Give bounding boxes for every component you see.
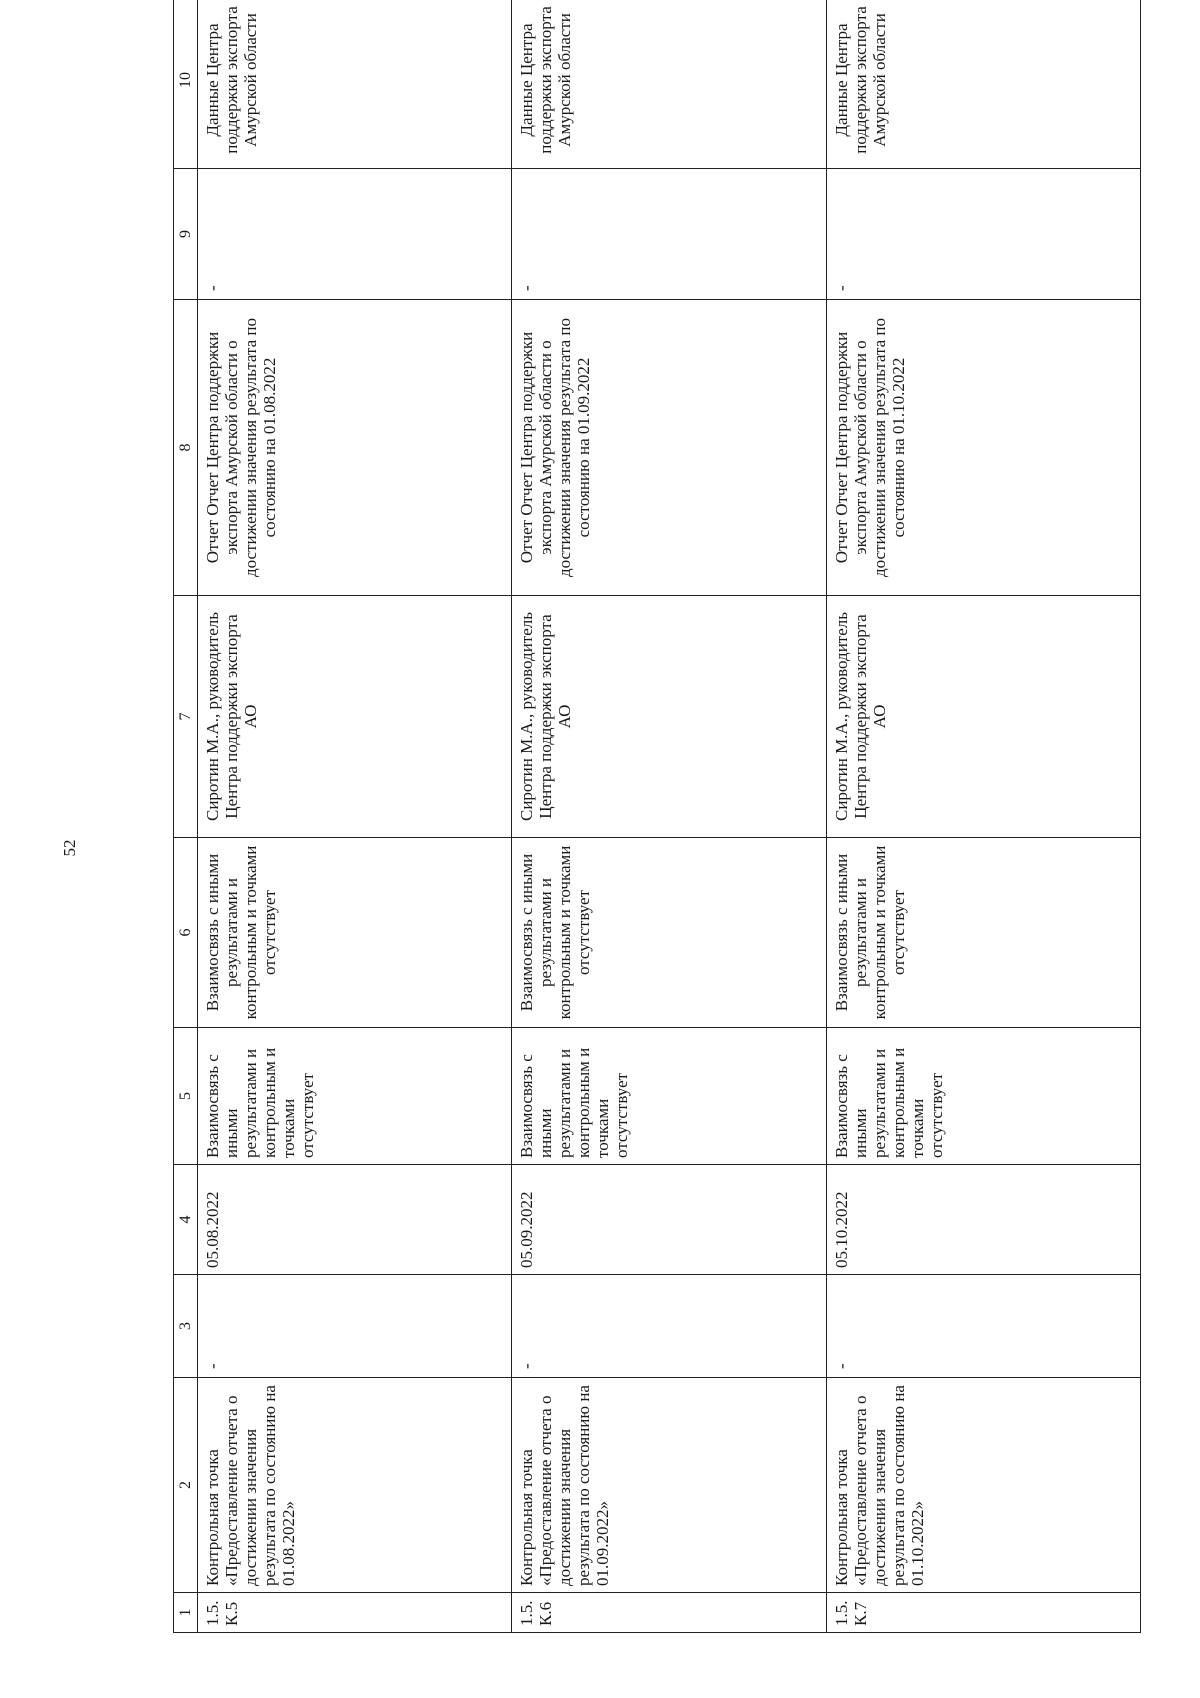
relation-note-2: Взаимосвязь с иными результатами и контрольным и точками отсутствует <box>198 838 512 1028</box>
deadline-date: 05.10.2022 <box>826 1165 1140 1275</box>
relation-note: Взаимосвязь с иными результатами и контрольным и точками отсутствует <box>198 1028 512 1165</box>
row-number: 1.5. К.5 <box>198 1593 512 1633</box>
control-point-name: Контрольная точка «Предоставление отчета о достижении значения результата по состоянию на 01.10.2022» <box>826 1378 1140 1593</box>
col-header-7: 7 <box>174 596 198 838</box>
responsible-person: Сиротин М.А., руководитель Центра поддержки экспорта АО <box>198 596 512 838</box>
data-source: Данные Центра поддержки экспорта Амурской области <box>198 0 512 169</box>
row-number: 1.5. К.6 <box>512 1593 826 1633</box>
col-header-6: 6 <box>174 838 198 1028</box>
col-header-8: 8 <box>174 300 198 596</box>
column-9-value: - <box>826 169 1140 300</box>
data-source: Данные Центра поддержки экспорта Амурской области <box>512 0 826 169</box>
column-3-value: - <box>512 1275 826 1378</box>
data-source: Данные Центра поддержки экспорта Амурской области <box>826 0 1140 169</box>
page-number: 52 <box>60 839 79 857</box>
column-9-value: - <box>198 169 512 300</box>
table-row <box>512 0 826 1633</box>
col-header-9: 9 <box>174 169 198 300</box>
column-3-value: - <box>198 1275 512 1378</box>
row-number: 1.5. К.7 <box>826 1593 1140 1633</box>
result-document: Отчет Отчет Центра поддержки экспорта Амурской области о достижении значения результата по состоянию на 01.08.2022 <box>198 300 512 596</box>
col-header-5: 5 <box>174 1028 198 1165</box>
col-header-10: 10 <box>174 0 198 169</box>
result-document: Отчет Отчет Центра поддержки экспорта Амурской области о достижении значения результата по состоянию на 01.10.2022 <box>826 300 1140 596</box>
relation-note: Взаимосвязь с иными результатами и контрольным и точками отсутствует <box>512 1028 826 1165</box>
deadline-date: 05.09.2022 <box>512 1165 826 1275</box>
control-points-table <box>173 0 1141 1633</box>
result-document: Отчет Отчет Центра поддержки экспорта Амурской области о достижении значения результата по состоянию на 01.09.2022 <box>512 300 826 596</box>
column-9-value: - <box>512 169 826 300</box>
table-container <box>173 6 1141 1633</box>
control-point-name: Контрольная точка «Предоставление отчета о достижении значения результата по состоянию на 01.09.2022» <box>512 1378 826 1593</box>
responsible-person: Сиротин М.А., руководитель Центра поддержки экспорта АО <box>826 596 1140 838</box>
col-header-4: 4 <box>174 1165 198 1275</box>
control-point-name: Контрольная точка «Предоставление отчета о достижении значения результата по состоянию на 01.08.2022» <box>198 1378 512 1593</box>
col-header-2: 2 <box>174 1378 198 1593</box>
table-row <box>826 0 1140 1633</box>
deadline-date: 05.08.2022 <box>198 1165 512 1275</box>
header-row <box>174 0 198 1633</box>
relation-note-2: Взаимосвязь с иными результатами и контрольным и точками отсутствует <box>826 838 1140 1028</box>
column-3-value: - <box>826 1275 1140 1378</box>
relation-note-2: Взаимосвязь с иными результатами и контрольным и точками отсутствует <box>512 838 826 1028</box>
table-row <box>198 0 512 1633</box>
col-header-3: 3 <box>174 1275 198 1378</box>
col-header-1: 1 <box>174 1593 198 1633</box>
responsible-person: Сиротин М.А., руководитель Центра поддержки экспорта АО <box>512 596 826 838</box>
relation-note: Взаимосвязь с иными результатами и контрольным и точками отсутствует <box>826 1028 1140 1165</box>
